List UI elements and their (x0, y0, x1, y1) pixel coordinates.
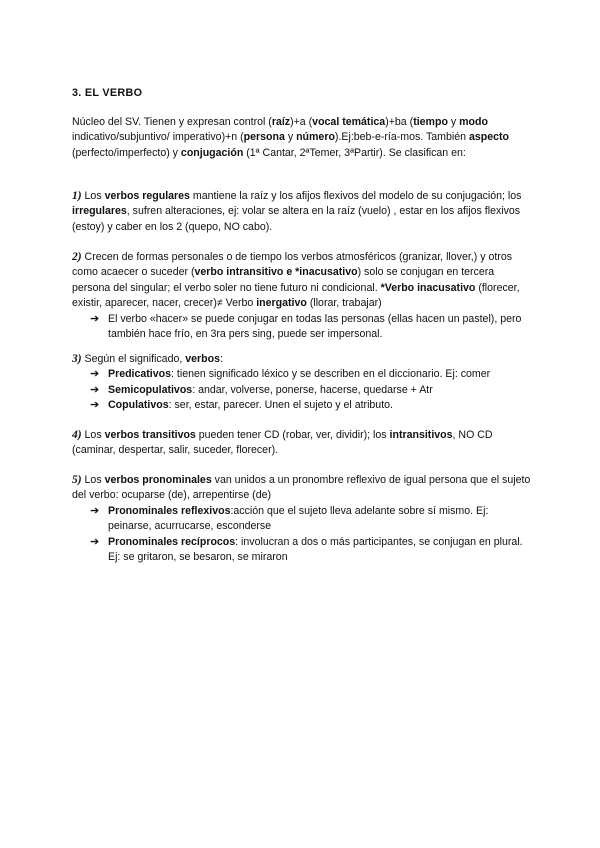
section-5-list (72, 504, 532, 566)
arrow-icon: ➔ (90, 399, 100, 412)
list-item: ➔ Semicopulativos: andar, volverse, ponerse, hacerse, quedarse + Atr (72, 383, 532, 398)
arrow-icon: ➔ (90, 312, 100, 325)
section-title: 3. EL VERBO (72, 87, 143, 99)
section-3-list (72, 367, 532, 413)
list-item: ➔ Predicativos: tienen significado léxico y se describen en el diccionario. Ej: comer (72, 367, 532, 382)
section-5-paragraph: 5) Los verbos pronominales van unidos a un pronombre reflexivo de igual persona que el sujeto del verbo: ocuparse (de), arrepentirse (de) ➔ Pronominales reflexivos:acción que el sujeto lleva adelante sobre sí mismo. Ej: peinarse, acurrucarse, esconderse ➔ Pronominales recíprocos: involucran a dos o más participantes, se conjugan en plural. Ej: se gritaron, se besaron, se miraron (72, 473, 532, 565)
list-item: ➔ Copulativos: ser, estar, parecer. Unen el sujeto y el atributo. (72, 398, 532, 413)
section-3-paragraph: 3) Según el significado, verbos: ➔ Predicativos: tienen significado léxico y se describen en el diccionario. Ej: comer ➔ Semicopulativos: andar, volverse, ponerse, hacerse, quedarse + Atr ➔ Copulativos: ser, estar, parecer. Unen el sujeto y el atributo. (72, 352, 532, 414)
arrow-icon: ➔ (90, 383, 100, 396)
section-4-paragraph: 4) Los verbos transitivos pueden tener CD (robar, ver, dividir); los intransitivos, NO CD (caminar, despertar, salir, suceder, florecer). (72, 429, 493, 457)
arrow-icon: ➔ (90, 504, 100, 517)
list-item: ➔ Pronominales reflexivos:acción que el sujeto lleva adelante sobre sí mismo. Ej: peinarse, acurrucarse, esconderse (90, 504, 489, 533)
section-1-paragraph: 1) Los verbos regulares mantiene la raíz y los afijos flexivos del modelo de su conjugación; los irregulares, sufren alteraciones, ej: volar se altera en la raíz (vuelo) , estar en los afijos flexivos (estoy) y caber en los 2 (quepo, NO cabo). (72, 190, 522, 233)
list-item: ➔ El verbo «hacer» se puede conjugar en todas las personas (ellas hacen un pastel), pero también hace frío, en 3ra pers sing, puede ser impersonal. (90, 312, 522, 341)
intro-paragraph: Núcleo del SV. Tienen y expresan control (raíz)+a (vocal temática)+ba (tiempo y modo indicativo/subjuntivo/ imperativo)+n (persona y número).Ej:beb-e-ría-mos. También aspecto (perfecto/imperfecto) y conjugación (1ª Cantar, 2ªTemer, 3ªPartir). Se clasifican en: (72, 116, 510, 159)
list-item: ➔ Pronominales recíprocos: involucran a dos o más participantes, se conjugan en plural. Ej: se gritaron, se besaron, se miraron (90, 535, 523, 564)
section-2-paragraph: 2) Crecen de formas personales o de tiempo los verbos atmosféricos (granizar, llover,) y otros como acaecer o suceder (verbo intransitivo e *inacusativo) solo se conjugan en tercera persona del singular; el verbo soler no tiene futuro ni condicional. *Verbo inacusativo (florecer, existir, aparecer, nacer, crecer)≠ Verbo inergativo (llorar, trabajar) ➔ El verbo «hacer» se puede conjugar en todas las personas (ellas hacen un pastel), pero también hace frío, en 3ra pers sing, puede ser impersonal. (72, 250, 532, 342)
section-2-list (72, 312, 532, 343)
arrow-icon: ➔ (90, 368, 100, 381)
arrow-icon: ➔ (90, 535, 100, 548)
